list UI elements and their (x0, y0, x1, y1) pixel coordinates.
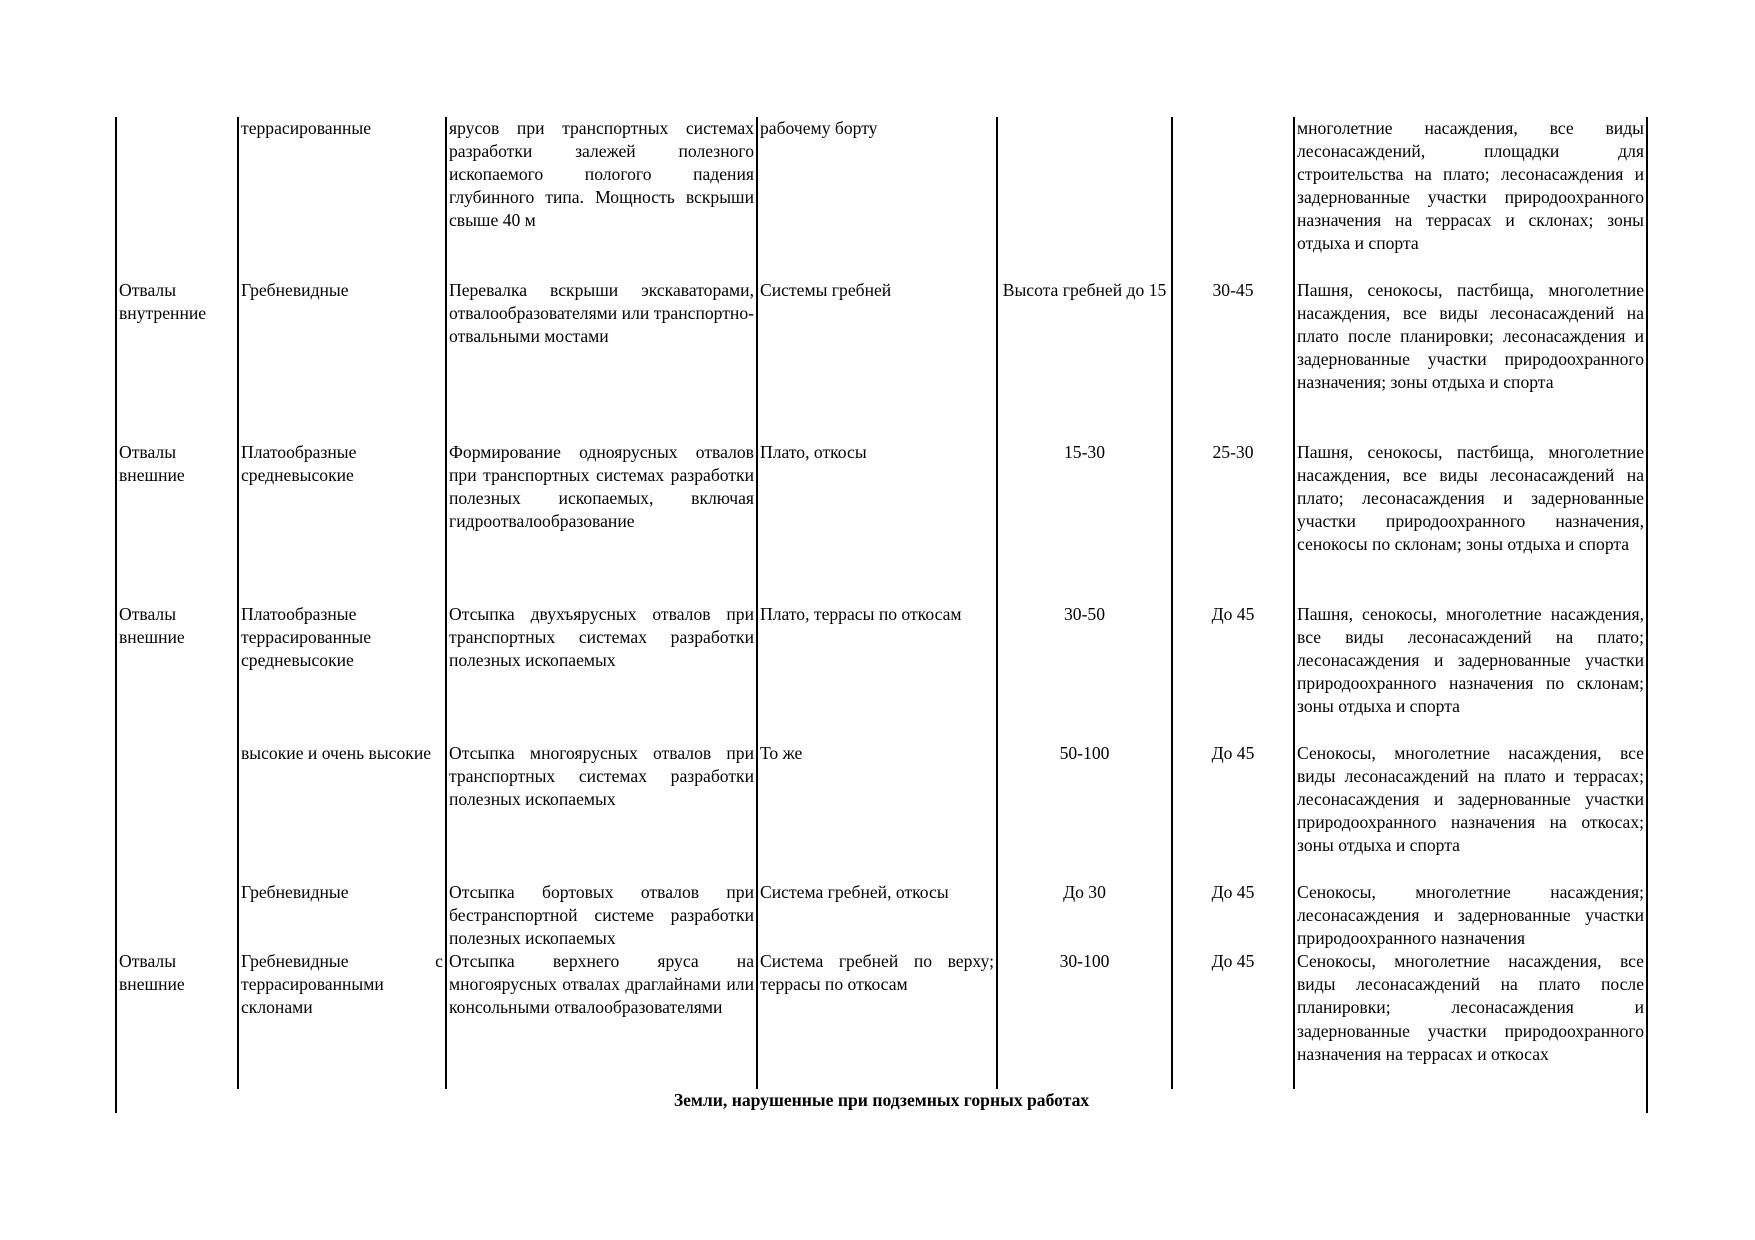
cell-slope: До 45 (1172, 950, 1294, 1089)
cell-dump-type: Отвалы внутренние (116, 279, 238, 441)
cell-slope: До 45 (1172, 603, 1294, 742)
cell-land-use: Сенокосы, многолетние насаждения, все виды лесонасаждений на плато и террасах; лесонасаждения и задернованные участки природоохранного назначения на откосах; зоны отдыха и спорта (1294, 742, 1647, 881)
cell-height (997, 117, 1172, 279)
cell-dump-kind: высокие и очень высокие (238, 742, 446, 881)
cell-relief: То же (757, 742, 997, 881)
cell-land-use: Пашня, сенокосы, пастбища, многолетние насаждения, все виды лесонасаждений на плато после планировки; лесонасаждения и задернованные участки природоохранного назначения; зоны отдыха и спорта (1294, 279, 1647, 441)
cell-relief: Плато, откосы (757, 441, 997, 603)
cell-dump-type: Отвалы внешние (116, 603, 238, 742)
section-heading: Земли, нарушенные при подземных горных работах (116, 1089, 1647, 1113)
cell-formation-method: Отсыпка бортовых отвалов при бестранспортной системе разработки полезных ископаемых (446, 881, 757, 950)
cell-height: 50-100 (997, 742, 1172, 881)
cell-dump-kind: террасированные (238, 117, 446, 279)
cell-dump-type: Отвалы внешние (116, 441, 238, 603)
table-row (116, 881, 1647, 950)
cell-formation-method: Отсыпка верхнего яруса на многоярусных отвалах драглайнами или консольными отвалообразователями (446, 950, 757, 1089)
cell-dump-type: Отвалы внешние (116, 950, 238, 1089)
cell-land-use: многолетние насаждения, все виды лесонасаждений, площадки для строительства на плато; лесонасаждения и задернованные участки природоохранного назначения на террасах и склонах; зоны отдыха и спорта (1294, 117, 1647, 279)
table-row (116, 279, 1647, 441)
cell-dump-type (116, 742, 238, 881)
cell-relief: Системы гребней (757, 279, 997, 441)
cell-height: До 30 (997, 881, 1172, 950)
table-row (116, 441, 1647, 603)
cell-relief: рабочему борту (757, 117, 997, 279)
cell-slope: До 45 (1172, 881, 1294, 950)
cell-formation-method: Формирование одноярусных отвалов при транспортных системах разработки полезных ископаемых, включая гидроотвалообразование (446, 441, 757, 603)
cell-relief: Система гребней, откосы (757, 881, 997, 950)
cell-dump-kind: Гребневидные (238, 881, 446, 950)
cell-slope: До 45 (1172, 742, 1294, 881)
cell-height: 30-50 (997, 603, 1172, 742)
cell-formation-method: ярусов при транспортных системах разработки залежей полезного ископаемого пологого падения глубинного типа. Мощность вскрыши свыше 40 м (446, 117, 757, 279)
cell-land-use: Сенокосы, многолетние насаждения; лесонасаждения и задернованные участки природоохранного назначения (1294, 881, 1647, 950)
cell-formation-method: Перевалка вскрыши экскаваторами, отвалообразователями или транспортно- отвальными мостами (446, 279, 757, 441)
cell-dump-kind: Платообразные террасированные средневысокие (238, 603, 446, 742)
cell-land-use: Сенокосы, многолетние насаждения, все виды лесонасаждений на плато после планировки; лесонасаждения и задернованные участки природоохранного назначения на террасах и откосах (1294, 950, 1647, 1089)
cell-slope: 25-30 (1172, 441, 1294, 603)
cell-land-use: Пашня, сенокосы, пастбища, многолетние насаждения, все виды лесонасаждений на плато; лесонасаждения и задернованные участки природоохранного назначения, сенокосы по склонам; зоны отдыха и спорта (1294, 441, 1647, 603)
cell-dump-kind: Гребневидные с террасированными склонами (238, 950, 446, 1089)
cell-height: Высота гребней до 15 (997, 279, 1172, 441)
table-row (116, 117, 1647, 279)
cell-dump-type (116, 881, 238, 950)
table-row (116, 603, 1647, 742)
cell-formation-method: Отсыпка многоярусных отвалов при транспортных системах разработки полезных ископаемых (446, 742, 757, 881)
cell-slope (1172, 117, 1294, 279)
cell-relief: Система гребней по верху; террасы по откосам (757, 950, 997, 1089)
cell-land-use: Пашня, сенокосы, многолетние насаждения, все виды лесонасаждений на плато; лесонасаждения и задернованные участки природоохранного назначения по склонам; зоны отдыха и спорта (1294, 603, 1647, 742)
table-row (116, 950, 1647, 1089)
table-row (116, 742, 1647, 881)
cell-formation-method: Отсыпка двухъярусных отвалов при транспортных системах разработки полезных ископаемых (446, 603, 757, 742)
cell-relief: Плато, террасы по откосам (757, 603, 997, 742)
cell-dump-kind: Платообразные средневысокие (238, 441, 446, 603)
cell-dump-kind: Гребневидные (238, 279, 446, 441)
table-section-row (116, 1089, 1647, 1113)
cell-slope: 30-45 (1172, 279, 1294, 441)
cell-height: 15-30 (997, 441, 1172, 603)
cell-height: 30-100 (997, 950, 1172, 1089)
reclamation-table (115, 117, 1648, 1113)
cell-dump-type (116, 117, 238, 279)
